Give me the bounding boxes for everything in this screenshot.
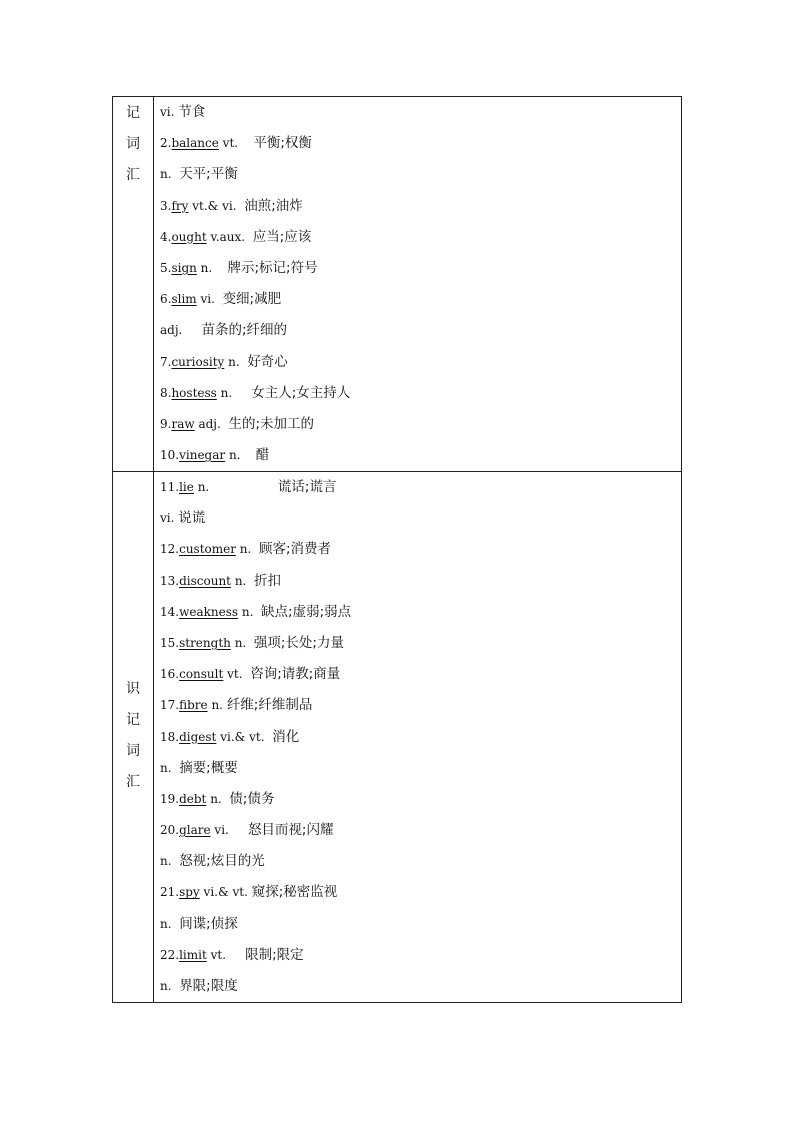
entries-column	[154, 97, 681, 471]
chinese-meaning: 女主人;女主持人	[251, 384, 351, 401]
entry-number: 5.	[160, 260, 172, 275]
spacer	[253, 605, 261, 619]
chinese-meaning: 咨询;请教;商量	[250, 666, 341, 683]
entry-number: 21.	[160, 885, 180, 900]
spacer	[232, 386, 251, 400]
part-of-speech: n.	[216, 385, 233, 400]
spacer	[182, 323, 201, 337]
chinese-meaning: 间谍;侦探	[179, 915, 238, 932]
chinese-meaning: 消化	[272, 728, 300, 745]
label-char: 识	[126, 681, 140, 697]
spacer	[251, 542, 259, 556]
spacer	[246, 574, 254, 588]
vocab-entry	[160, 659, 681, 690]
vocab-entry	[160, 784, 681, 815]
chinese-meaning: 牌示;标记;符号	[227, 259, 318, 276]
chinese-meaning: 界限;限度	[179, 978, 238, 994]
vocab-entry	[160, 159, 681, 190]
chinese-meaning: 顾客;消费者	[258, 541, 332, 558]
entry-number: 11.	[160, 480, 180, 494]
vocab-entry	[160, 753, 681, 784]
vocab-entry	[160, 128, 681, 159]
section-label	[113, 674, 153, 798]
spacer	[209, 480, 278, 494]
part-of-speech: n.	[207, 698, 223, 713]
entry-number: 8.	[160, 385, 172, 400]
vocab-word: consult	[179, 667, 224, 682]
section-label	[113, 98, 153, 191]
section-label-cell	[113, 97, 154, 471]
vocab-word: debt	[179, 791, 207, 806]
chinese-meaning: 油煎;油炸	[244, 197, 303, 214]
part-of-speech: vt.& vi.	[188, 198, 237, 213]
section-2	[113, 471, 681, 1002]
chinese-meaning: 说谎	[178, 510, 206, 527]
part-of-speech: n.	[160, 979, 172, 993]
part-of-speech: vi.& vt.	[199, 885, 248, 900]
spacer	[238, 136, 253, 150]
vocab-entry	[160, 503, 681, 534]
chinese-meaning: 限制;限定	[245, 946, 304, 963]
vocab-entry	[160, 597, 681, 628]
vocab-entry	[160, 191, 681, 222]
vocab-word: curiosity	[171, 354, 225, 369]
vocab-entry	[160, 971, 681, 1002]
entry-number: 17.	[160, 698, 180, 713]
part-of-speech: n.	[160, 916, 172, 931]
vocab-word: discount	[179, 573, 231, 588]
entry-number: 16.	[160, 667, 180, 682]
chinese-meaning: 摘要;概要	[179, 759, 238, 776]
entry-number: 9.	[160, 416, 172, 431]
label-char: 记	[126, 712, 140, 728]
vocab-word: spy	[179, 885, 200, 900]
label-char: 词	[126, 136, 140, 152]
label-char: 汇	[126, 774, 140, 790]
chinese-meaning: 好奇心	[247, 353, 288, 370]
vocab-entry	[160, 815, 681, 846]
chinese-meaning: 怒目而视;闪耀	[247, 822, 334, 839]
label-char: 词	[126, 743, 140, 759]
part-of-speech: n.	[160, 760, 172, 775]
entry-number: 10.	[160, 448, 180, 463]
part-of-speech: n.	[231, 573, 247, 588]
vocab-word: fry	[171, 198, 189, 213]
chinese-meaning: 生的;未加工的	[228, 415, 315, 432]
entry-number: 3.	[160, 198, 172, 213]
chinese-meaning: 节食	[178, 104, 206, 120]
part-of-speech: n.	[196, 260, 213, 275]
part-of-speech: vi.	[210, 823, 229, 838]
entries-column	[154, 472, 681, 1002]
vocab-word: limit	[179, 947, 207, 962]
chinese-meaning: 苗条的;纤细的	[201, 322, 288, 339]
spacer	[246, 636, 254, 650]
chinese-meaning: 折扣	[254, 572, 281, 589]
vocab-entry	[160, 97, 681, 128]
chinese-meaning: 天平;平衡	[179, 166, 238, 183]
part-of-speech: n.	[193, 480, 210, 494]
vocab-entry	[160, 315, 681, 346]
vocab-entry	[160, 940, 681, 971]
chinese-meaning: 缺点;虚弱;弱点	[261, 603, 352, 620]
spacer	[226, 948, 245, 962]
vocab-word: digest	[179, 729, 217, 744]
vocabulary-table	[112, 96, 682, 1003]
chinese-meaning: 窥探;秘密监视	[251, 884, 338, 901]
chinese-meaning: 应当;应该	[252, 228, 312, 245]
section-label-cell	[113, 472, 154, 1002]
vocab-entry	[160, 440, 681, 471]
spacer	[215, 292, 223, 306]
vocab-entry	[160, 722, 681, 753]
entry-number: 12.	[160, 542, 180, 557]
vocab-word: lie	[179, 480, 194, 494]
vocab-entry	[160, 409, 681, 440]
chinese-meaning: 醋	[255, 447, 270, 464]
entry-number: 19.	[160, 791, 180, 806]
part-of-speech: adj.	[160, 323, 183, 338]
chinese-meaning: 平衡;权衡	[253, 135, 312, 152]
vocab-entry	[160, 534, 681, 565]
vocab-entry	[160, 378, 681, 409]
part-of-speech: vt.	[218, 136, 239, 151]
vocab-word: slim	[171, 292, 197, 307]
entry-number: 14.	[160, 604, 180, 619]
vocab-entry	[160, 222, 681, 253]
chinese-meaning: 怒视;炫目的光	[179, 853, 265, 870]
section-1	[113, 97, 681, 471]
entry-number: 13.	[160, 573, 180, 588]
part-of-speech: vi.	[196, 292, 215, 307]
entry-number: 20.	[160, 823, 180, 838]
chinese-meaning: 谎话;谎言	[277, 479, 337, 495]
part-of-speech: vt.	[206, 947, 227, 962]
vocab-entry	[160, 472, 681, 503]
vocab-word: weakness	[179, 604, 239, 619]
part-of-speech: n.	[160, 167, 172, 182]
entry-number: 4.	[160, 229, 172, 244]
label-char: 汇	[126, 167, 140, 183]
chinese-meaning: 强项;长处;力量	[253, 634, 344, 651]
vocab-word: raw	[171, 416, 195, 431]
part-of-speech: n.	[230, 635, 247, 650]
entry-number: 6.	[160, 292, 172, 307]
vocab-word: vinegar	[179, 448, 226, 463]
vocab-word: fibre	[179, 698, 208, 713]
vocab-word: ought	[171, 229, 207, 244]
part-of-speech: vi.& vt.	[216, 729, 265, 744]
entry-number: 22.	[160, 947, 180, 962]
vocab-entry	[160, 846, 681, 877]
part-of-speech: n.	[235, 542, 252, 557]
spacer	[245, 230, 253, 244]
vocab-entry	[160, 628, 681, 659]
part-of-speech: n.	[225, 448, 241, 463]
label-char: 记	[126, 105, 140, 121]
vocab-entry	[160, 690, 681, 721]
chinese-meaning: 变细;减肥	[222, 291, 282, 308]
part-of-speech: vi.	[160, 511, 175, 526]
vocab-entry	[160, 347, 681, 378]
chinese-meaning: 债;债务	[229, 790, 275, 807]
part-of-speech: n.	[206, 791, 222, 806]
vocab-word: balance	[171, 136, 219, 151]
part-of-speech: vt.	[223, 667, 243, 682]
vocab-word: strength	[179, 635, 231, 650]
chinese-meaning: 纤维;纤维制品	[226, 697, 313, 714]
vocab-entry	[160, 284, 681, 315]
vocab-entry	[160, 909, 681, 940]
vocab-entry	[160, 253, 681, 284]
part-of-speech: vi.	[160, 105, 175, 119]
vocab-entry	[160, 566, 681, 597]
entry-number: 15.	[160, 635, 180, 650]
part-of-speech: n.	[224, 354, 240, 369]
spacer	[212, 261, 227, 275]
part-of-speech: n.	[160, 854, 172, 869]
vocab-word: customer	[179, 542, 236, 557]
vocab-word: hostess	[171, 385, 217, 400]
part-of-speech: n.	[238, 604, 254, 619]
vocab-entry	[160, 877, 681, 908]
spacer	[240, 448, 255, 462]
vocab-word: glare	[179, 823, 211, 838]
spacer	[229, 823, 248, 837]
part-of-speech: v.aux.	[206, 229, 246, 244]
vocab-word: sign	[171, 260, 197, 275]
entry-number: 2.	[160, 136, 172, 151]
entry-number: 18.	[160, 729, 180, 744]
entry-number: 7.	[160, 354, 172, 369]
part-of-speech: adj.	[194, 416, 221, 431]
